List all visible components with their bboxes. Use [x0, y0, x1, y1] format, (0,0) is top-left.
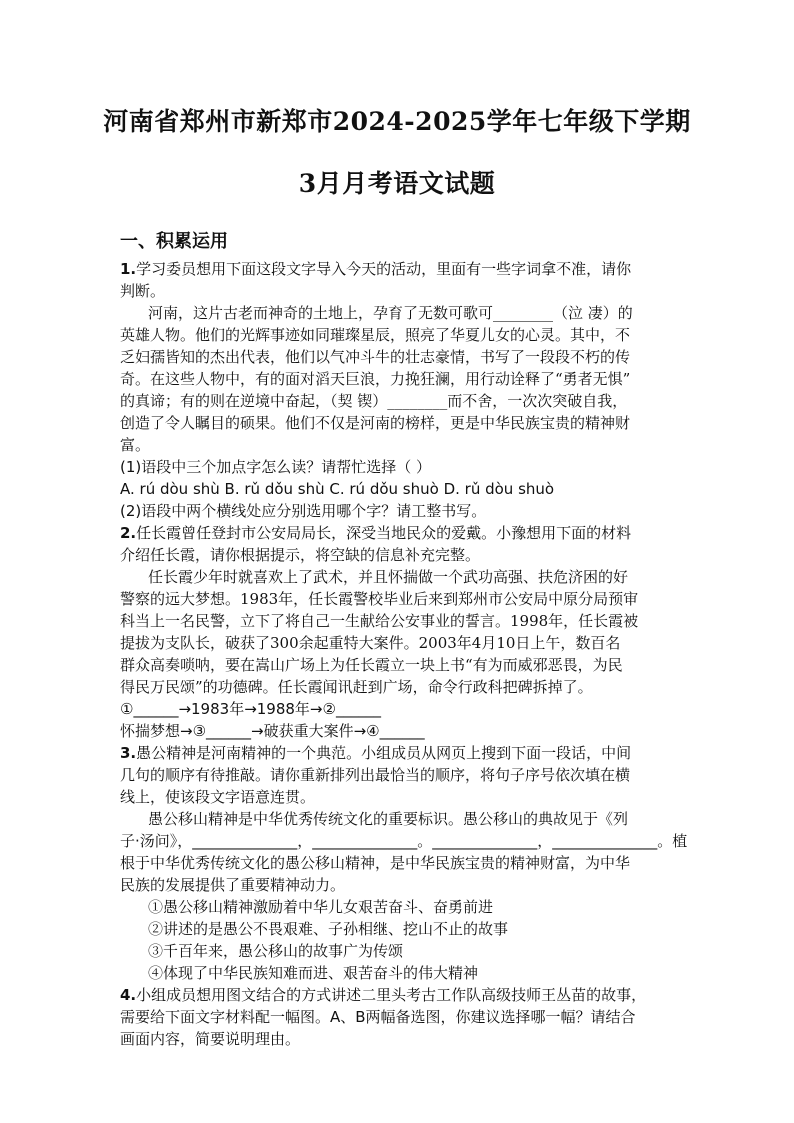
q2-flow-line1: ①______→1983年→1988年→②______: [120, 700, 381, 718]
q1-passage-line: 富。: [120, 436, 151, 454]
q4-stem-text: 小组成员想用图文结合的方式讲述二里头考古工作队高级技师王丛苗的故事，: [136, 986, 647, 1004]
q2-passage-line: 提拔为支队长，破获了300余起重特大案件。2003年4月10日上午，数百名: [120, 634, 621, 652]
document-title-line1: 河南省郑州市新郑市2024-2025学年七年级下学期: [103, 107, 691, 136]
q2-stem-line2: 介绍任长霞，请你根据提示，将空缺的信息补充完整。: [120, 546, 481, 564]
q2-stem-line1: [120, 526, 631, 541]
q1-subquestion-2: (2)语段中两个横线处应分别选用哪个字？请工整书写。: [120, 502, 487, 520]
section-heading-1: 一、积累运用: [120, 231, 228, 252]
q2-passage-line: 任长霞少年时就喜欢上了武术，并且怀揣做一个武功高强、扶危济困的好: [148, 568, 629, 586]
q3-passage-line: 子·汤问》，______________，______________。______________，______________。植: [120, 832, 688, 850]
q3-stem-text: 愚公精神是河南精神的一个典范。小组成员从网页上搜到下面一段话，中间: [136, 744, 632, 762]
q3-passage-line: 根于中华优秀传统文化的愚公移山精神，是中华民族宝贵的精神财富，为中华: [120, 854, 631, 872]
q2-number: 2.: [120, 524, 137, 542]
q1-stem-text: 学习委员想用下面这段文字导入今天的活动，里面有一些字词拿不准，请你: [136, 260, 632, 278]
q3-option-3: ③千百年来，愚公移山的故事广为传颂: [148, 942, 404, 960]
q3-passage-line: 民族的发展提供了重要精神动力。: [120, 876, 346, 894]
q4-number: 4.: [120, 986, 137, 1004]
q2-stem-text: 任长霞曾任登封市公安局局长，深受当地民众的爱戴。小豫想用下面的材料: [136, 524, 632, 542]
q1-passage-line: 创造了令人瞩目的硕果。他们不仅是河南的榜样，更是中华民族宝贵的精神财: [120, 414, 631, 432]
q4-stem-line3: 画面内容，简要说明理由。: [120, 1030, 301, 1048]
q2-passage-line: 警察的远大梦想。1983年，任长霞警校毕业后来到郑州市公安局中原分局预审: [120, 590, 639, 608]
q1-passage-line: 奇。在这些人物中，有的面对滔天巨浪，力挽狂澜，用行动诠释了“勇者无惧”: [120, 370, 631, 388]
q3-stem-line2: 几句的顺序有待推敲。请你重新排列出最恰当的顺序，将句子序号依次填在横: [120, 766, 631, 784]
q1-passage-line: 的真谛；有的则在逆境中奋起，（契 锲）________而不舍，一次次突破自我，: [120, 392, 628, 410]
document-title-line2: 3月月考语文试题: [298, 169, 496, 198]
q3-passage-line: 愚公移山精神是中华优秀传统文化的重要标识。愚公移山的典故见于《列: [148, 810, 629, 828]
q2-passage-line: 群众高奏唢呐，要在嵩山广场上为任长霞立一块上书“有为而威邪恶畏，为民: [120, 656, 623, 674]
q1-stem-line2: 判断。: [120, 282, 166, 300]
q1-subquestion-1: (1)语段中三个加点字怎么读？请帮忙选择（ ）: [120, 458, 432, 476]
q2-passage-line: 科当上一名民警，立下了将自己一生献给公安事业的誓言。1998年，任长霞被: [120, 612, 639, 630]
q3-stem-line3: 线上，使该段文字语意连贯。: [120, 788, 316, 806]
q4-stem-line1: [120, 988, 646, 1003]
q1-options: A. rú dòu shù B. rǔ dǒu shù C. rú dǒu shuò D. rǔ dòu shuò: [120, 480, 555, 498]
q3-option-2: ②讲述的是愚公不畏艰难、子孙相继、挖山不止的故事: [148, 920, 509, 938]
q3-number: 3.: [120, 744, 137, 762]
q1-passage-line: 乏妇孺皆知的杰出代表，他们以气冲斗牛的壮志豪情，书写了一段段不朽的传: [120, 348, 631, 366]
q4-stem-line2: 需要给下面文字材料配一幅图。A、B两幅备选图，你建议选择哪一幅？请结合: [120, 1008, 636, 1026]
q1-stem-line1: [120, 262, 631, 277]
q2-passage-line: 得民万民颂”的功德碑。任长霞闻讯赶到广场，命令行政科把碑拆掉了。: [120, 678, 593, 696]
q1-passage-line: 河南，这片古老而神奇的土地上，孕育了无数可歌可________（泣 凄）的: [148, 304, 633, 322]
q2-flow-line2: 怀揣梦想→③______→破获重大案件→④______: [120, 722, 425, 740]
q1-number: 1.: [120, 260, 137, 278]
q3-option-1: ①愚公移山精神激励着中华儿女艰苦奋斗、奋勇前进: [148, 898, 494, 916]
q3-option-4: ④体现了中华民族知难而进、艰苦奋斗的伟大精神: [148, 964, 479, 982]
q1-passage-line: 英雄人物。他们的光辉事迹如同璀璨星辰，照亮了华夏儿女的心灵。其中，不: [120, 326, 631, 344]
q3-stem-line1: [120, 746, 631, 761]
